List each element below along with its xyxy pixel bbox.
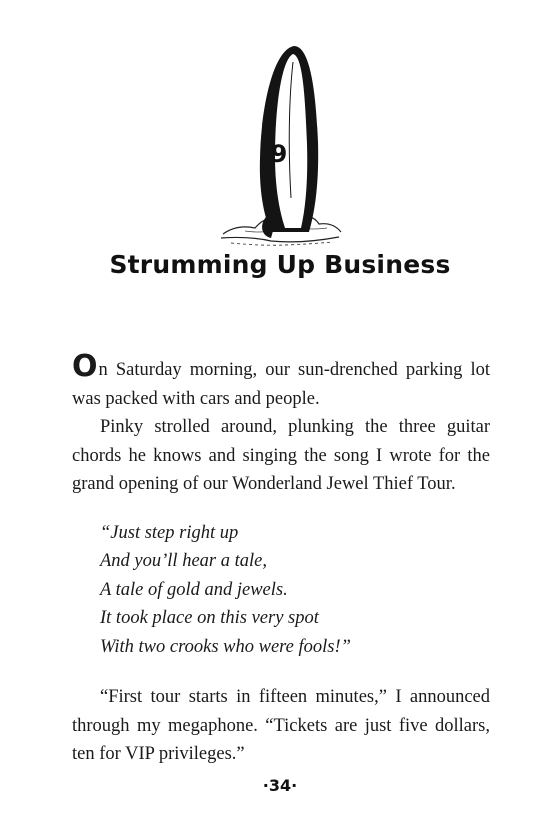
paragraph-2: Pinky strolled around, plunking the three guitar chords he knows and singing the song I wrote for the grand opening of our Wonderland Jewel Thief Tour. — [72, 417, 490, 494]
song-line: With two crooks who were fools!” — [100, 636, 351, 657]
drop-cap: O — [72, 349, 98, 384]
song-line: And you’ll hear a tale, — [100, 551, 267, 571]
chapter-body — [72, 349, 490, 769]
paragraph-1 — [72, 349, 490, 413]
paragraph-3: “First tour starts in fifteen minutes,” I announced through my megaphone. “Tickets are just five dollars, ten for VIP privileges.” — [72, 687, 490, 764]
chapter-title: Strumming Up Business — [109, 250, 451, 279]
song-line: A tale of gold and jewels. — [100, 579, 288, 600]
song-line: It took place on this very spot — [100, 608, 319, 628]
song-lyrics — [100, 519, 490, 662]
page-number: ·34· — [262, 776, 298, 795]
song-line: “Just step right up — [100, 522, 239, 543]
paragraph-1-text: n Saturday morning, our sun-drenched parking lot was packed with cars and people. — [72, 360, 490, 409]
chapter-number: 9 — [270, 140, 288, 168]
surfboard-in-sand-icon — [215, 38, 345, 250]
